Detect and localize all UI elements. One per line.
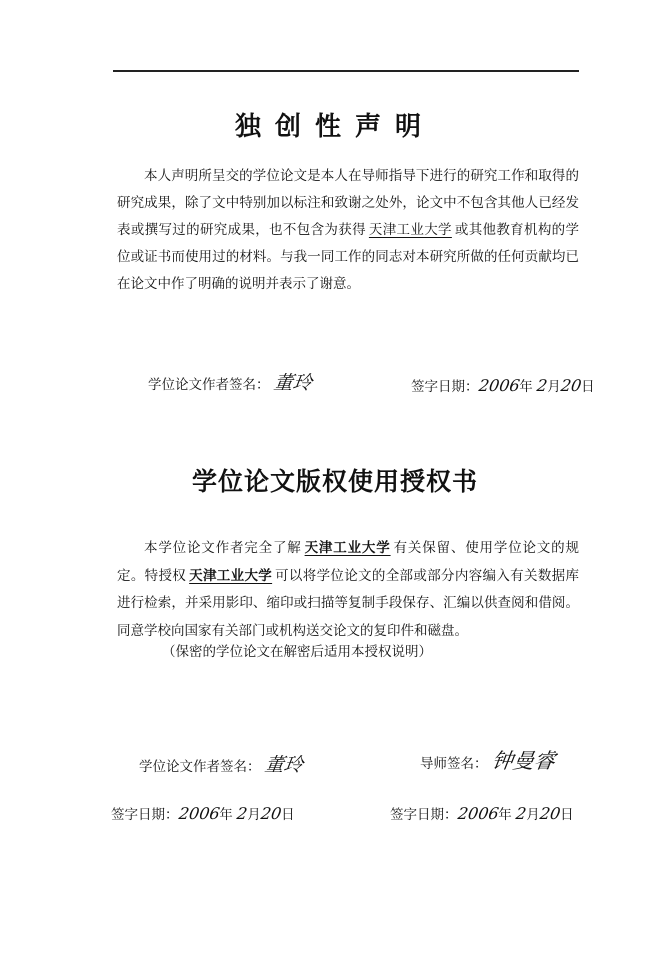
authorization-text-1: 本学位论文作者完全了解 bbox=[144, 540, 302, 556]
right-date-yue: 月 bbox=[526, 807, 540, 823]
right-date-month: 2 bbox=[514, 804, 528, 823]
authorization-title: 学位论文版权使用授权书 bbox=[191, 467, 478, 496]
authorization-right-date-line bbox=[390, 803, 574, 823]
authorization-author-signature: 董玲 bbox=[263, 754, 305, 776]
declaration-author-signature: 董玲 bbox=[272, 372, 314, 394]
declaration-date-yue: 月 bbox=[547, 379, 561, 395]
authorization-left-date-line bbox=[111, 803, 295, 823]
declaration-title: 独创性声明 bbox=[234, 112, 435, 142]
advisor-signature: 钟曼睿 bbox=[489, 749, 557, 773]
right-date-nian: 年 bbox=[498, 807, 512, 823]
right-date-year: 2006 bbox=[456, 804, 500, 823]
declaration-date-day: 20 bbox=[559, 376, 583, 395]
authorization-author-label: 学位论文作者签名： bbox=[139, 759, 261, 775]
right-date-day: 20 bbox=[538, 804, 562, 823]
declaration-author-signature-line bbox=[148, 368, 312, 395]
declaration-paragraph bbox=[117, 163, 579, 298]
authorization-text-2: 有关保留、使用学位论文的规定。特授权 bbox=[117, 540, 580, 584]
header-rule bbox=[113, 70, 579, 72]
left-date-year: 2006 bbox=[177, 804, 221, 823]
advisor-signature-line bbox=[420, 745, 555, 775]
authorization-university-2: 天津工业大学 bbox=[189, 567, 273, 584]
declaration-date-ri: 日 bbox=[581, 379, 595, 395]
advisor-label: 导师签名： bbox=[420, 756, 488, 772]
declaration-date-label: 签字日期： bbox=[411, 379, 479, 395]
left-date-month: 2 bbox=[235, 804, 249, 823]
authorization-university-1: 天津工业大学 bbox=[304, 540, 391, 556]
left-date-day: 20 bbox=[259, 804, 283, 823]
declaration-date-month: 2 bbox=[535, 376, 549, 395]
right-date-label: 签字日期： bbox=[390, 807, 458, 823]
declaration-date-year: 2006 bbox=[477, 376, 521, 395]
left-date-yue: 月 bbox=[247, 807, 261, 823]
declaration-text-after: 或其他教育机构的学位或证书而使用过的材料。与我一同工作的同志对本研究所做的任何贡献均已在论文中作了明确的说明并表示了谢意。 bbox=[117, 222, 579, 292]
authorization-paragraph bbox=[117, 535, 579, 645]
confidential-note: （保密的学位论文在解密后适用本授权说明） bbox=[162, 644, 432, 660]
authorization-text-3: 可以将学位论文的全部或部分内容编入有关数据库进行检索，并采用影印、缩印或扫描等复制手段保存、汇编以供查阅和借阅。同意学校向国家有关部门或机构送交论文的复印件和磁盘。 bbox=[117, 567, 579, 639]
authorization-author-signature-line bbox=[139, 750, 303, 777]
left-date-nian: 年 bbox=[219, 807, 233, 823]
declaration-date-line bbox=[411, 375, 595, 395]
declaration-author-label: 学位论文作者签名： bbox=[148, 377, 270, 393]
declaration-university: 天津工业大学 bbox=[368, 222, 452, 238]
declaration-date-nian: 年 bbox=[519, 379, 533, 395]
left-date-ri: 日 bbox=[281, 807, 295, 823]
left-date-label: 签字日期： bbox=[111, 807, 179, 823]
declaration-text-before: 本人声明所呈交的学位论文是本人在导师指导下进行的研究工作和取得的研究成果，除了文中特别加以标注和致谢之处外，论文中不包含其他人已经发表或撰写过的研究成果，也不包含为获得 bbox=[117, 168, 579, 238]
right-date-ri: 日 bbox=[560, 807, 574, 823]
